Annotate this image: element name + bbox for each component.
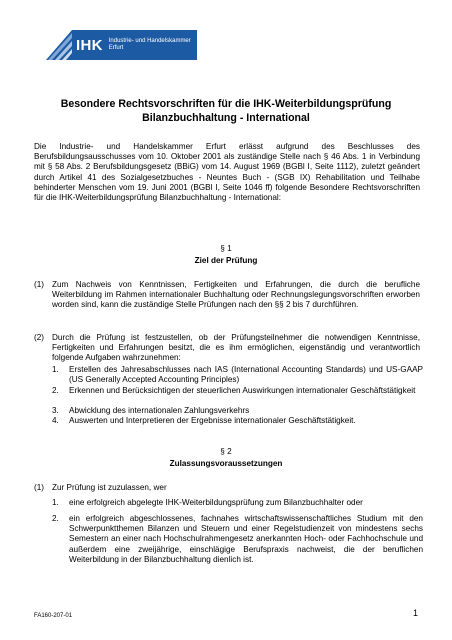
list-item: Abwicklung des internationalen Zahlungsverkehrs <box>69 406 250 415</box>
document-title-line1: Besondere Rechtsvorschriften für die IHK-Weiterbildungsprüfung <box>60 98 392 110</box>
list-item-number: 4. <box>52 416 59 425</box>
list-item-number: 1. <box>52 498 59 507</box>
section1-p1: Zum Nachweis von Kenntnissen, Fertigkeiten und Erfahrungen, die durch die berufliche Weiterbildung im Rahmen internationaler Buchhaltung oder Rechnungslegungsvorschriften erworben worden sind, kann die zuständige Stelle Prüfungen nach den §§ 2 bis 7 durchführen. <box>52 280 420 310</box>
list-item-number: 2. <box>52 514 59 523</box>
list-item: Auswerten und Interpretieren der Ergebnisse internationaler Geschäftstätigkeit. <box>69 416 356 425</box>
list-item-number: 1. <box>52 365 59 374</box>
list-item: eine erfolgreich abgelegte IHK-Weiterbildungsprüfung zum Bilanzbuchhalter oder <box>69 498 363 507</box>
list-item: Erkennen und Berücksichtigen der steuerlichen Auswirkungen internationaler Geschäftstätigkeit <box>69 386 416 395</box>
section2-p1-number: (1) <box>34 483 45 492</box>
intro-paragraph: Die Industrie- und Handelskammer Erfurt erlässt aufgrund des Beschlusses des Berufsbildungsausschusses vom 10. Oktober 2001 als zuständige Stelle nach § 46 Abs. 1 in Verbindung mit § 58 Abs. 2 Berufsbildungsgesetz (BBiG) vom 14. August 1969 (BGBl I, Seite 1112), zuletzt geändert durch Artikel 41 des Sozialgesetzbuches - Neuntes Buch - (SGB IX) Rehabilitation und Teilhabe behinderter Menschen vom 19. Juni 2001 (BGBl I, Seite 1046 ff) folgende Besondere Rechtsvorschriften für die IHK-Weiterbildungsprüfung Bilanzbuchhaltung - International: <box>34 142 420 203</box>
section1-heading: Ziel der Prüfung <box>194 256 258 265</box>
logo-text: IHK <box>76 36 103 54</box>
ihk-logo-icon <box>42 30 72 60</box>
footer-document-code: FA160-207-01 <box>34 613 73 619</box>
list-item: ein erfolgreich abgeschlossenes, fachnahes wirtschaftswissenschaftliches Studium mit den Schwerpunktthemen Bilanzen und Steuern und einer Regelstudienzeit von mindestens sechs Semestern an einer nach Hochschulrahmengesetz anerkannten Hoch- oder Fachhochschule und außerdem eine zweijährige, einschlägige Berufspraxis nachweist, die der beruflichen Weiterbildung in der Bilanzbuchhaltung dienlich ist. <box>69 514 423 564</box>
section1-p1-number: (1) <box>34 280 45 289</box>
ihk-logo <box>42 30 197 60</box>
logo-line1: Industrie- und Handelskammer <box>108 37 191 44</box>
list-item-number: 3. <box>52 406 59 415</box>
list-item-number: 2. <box>52 386 59 395</box>
page-number: 1 <box>412 608 418 618</box>
section2-number: § 2 <box>220 447 232 456</box>
document-title-line2: Bilanzbuchhaltung - International <box>142 112 310 124</box>
section1-number: § 1 <box>220 244 232 253</box>
section2-heading: Zulassungsvoraussetzungen <box>169 459 283 468</box>
section2-p1: Zur Prüfung ist zuzulassen, wer <box>52 483 167 492</box>
section1-p2-number: (2) <box>34 333 45 342</box>
logo-line2: Erfurt <box>108 45 124 51</box>
section1-p2: Durch die Prüfung ist festzustellen, ob der Prüfungsteilnehmer die notwendigen Kenntnisse, Fertigkeiten und Erfahrungen besitzt, die es ihm ermöglichen, eigenständig und verantwortlich folgende Aufgaben wahrzunehmen: <box>52 333 420 363</box>
list-item: Erstellen des Jahresabschlusses nach IAS (International Accounting Standards) und US-GAAP (US Generally Accepted Accounting Principles) <box>69 365 423 385</box>
